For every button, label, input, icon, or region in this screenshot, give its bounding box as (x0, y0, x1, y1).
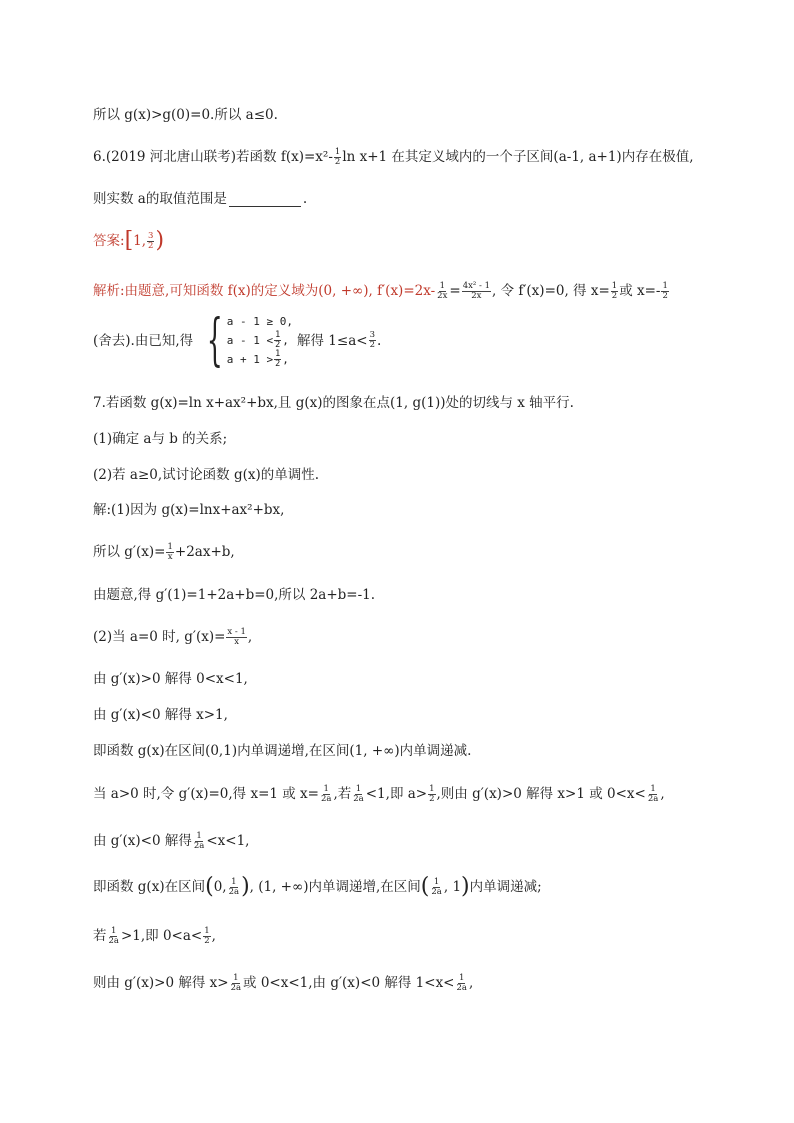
solution-step (93, 831, 249, 851)
solution-step (93, 585, 375, 605)
text: , (1, +∞)内单调递增,在区间 (249, 879, 421, 895)
solution-step (93, 627, 252, 647)
text: (2)当 a=0 时, g′(x)= (93, 629, 226, 645)
question-7-line (93, 393, 574, 413)
text: 当 a>0 时,令 g′(x)=0,得 x=1 或 x= (93, 786, 319, 802)
right-bracket: ) (155, 228, 165, 253)
fraction: $\frac{1}{2a}$ (230, 972, 242, 993)
fraction: $\frac{3}{2}$ (369, 330, 375, 350)
fraction: $\frac{1}{2a}$ (108, 925, 119, 946)
text: ln x+1 在其定义域内的一个子区间(a-1, a+1)内存在极值, (342, 149, 694, 165)
solution-step (93, 784, 665, 804)
fraction: $\frac{\text{4x² - 1}}{2x}$ (462, 280, 490, 301)
inequality-system (197, 307, 293, 373)
fraction: $\frac{1}{2a}$ (320, 783, 332, 804)
fraction: $\frac{1}{2}$ (429, 783, 435, 804)
fraction: $\frac{1}{2a}$ (193, 830, 205, 851)
text: 由 g′(x)>0 解得 0<x<1, (93, 671, 248, 687)
text-line (93, 105, 278, 125)
text: 则实数 a的取值范围是 (93, 191, 227, 207)
fraction: $\frac{x - 1}{x}$ (227, 626, 246, 647)
fraction: $\frac{1}{2a}$ (456, 972, 467, 993)
solution-step (93, 926, 216, 946)
system-row: a - 1 ≥ 0, (226, 314, 293, 328)
fraction: $\frac{1}{2}$ (204, 925, 210, 946)
text: 内单调递减; (469, 879, 542, 895)
text: +2ax+b, (174, 544, 235, 560)
fraction: $\frac{1}{2}$ (275, 330, 281, 350)
text: 即函数 g(x)在区间(0,1)内单调递增,在区间(1, +∞)内单调递减. (93, 743, 472, 759)
system-line (93, 307, 382, 373)
fraction: $\frac{1}{2a}$ (228, 876, 240, 897)
fraction: $\frac{1}{2a}$ (353, 783, 364, 804)
text: 或 0<x<1,由 g′(x)<0 解得 1<x< (243, 975, 455, 991)
text: 由 g′(x)<0 解得 (93, 833, 192, 849)
fraction: $\frac{1}{2}$ (334, 146, 341, 167)
text: 1, (133, 233, 147, 249)
text: , (282, 333, 289, 347)
text: , (468, 975, 474, 991)
solution-step (93, 973, 473, 993)
text: 所以 g′(x)= (93, 544, 166, 560)
brace: { (206, 307, 223, 373)
right-paren: ) (241, 874, 250, 899)
question-7-part-1 (93, 429, 227, 449)
question-7-part-2 (93, 465, 319, 485)
text: , (660, 786, 665, 802)
right-paren: ) (461, 874, 470, 899)
fraction: $\frac{1}{2a}$ (431, 876, 442, 897)
fraction: $\frac{1}{2}$ (662, 280, 668, 301)
text: 则由 g′(x)>0 解得 x> (93, 975, 229, 991)
text: 由 g′(x)<0 解得 x>1, (93, 707, 228, 723)
text: ,若 (333, 786, 352, 802)
text: 0, (213, 879, 227, 895)
text: . (376, 332, 382, 349)
text: 若 (93, 928, 107, 944)
text: 即函数 g(x)在区间 (93, 879, 206, 895)
text: , (282, 352, 289, 366)
text: 解析:由题意,可知函数 f(x)的定义域为(0, +∞), f′(x)=2x- (93, 283, 436, 299)
solution-step (93, 874, 542, 899)
text: ,则由 g′(x)>0 解得 x>1 或 0<x< (436, 786, 646, 802)
fraction: $\frac{1}{2x}$ (437, 280, 448, 301)
question-6-line (93, 147, 694, 167)
fraction: $\frac{1}{x}$ (167, 541, 173, 562)
left-bracket: [ (124, 228, 134, 253)
text: 7.若函数 g(x)=ln x+ax²+bx,且 g(x)的图象在点(1, g(1))处的切线与 x 轴平行. (93, 395, 574, 411)
text: = (449, 283, 461, 299)
text: , 1 (443, 879, 462, 895)
text: <x<1, (206, 833, 250, 849)
text: >1,即 0<a< (120, 928, 203, 944)
solution-step (93, 705, 228, 725)
text: (舍去).由已知,得 (93, 332, 194, 349)
answer-blank (229, 192, 301, 207)
text: , (247, 629, 253, 645)
solution-step (93, 669, 248, 689)
left-paren: ( (205, 874, 214, 899)
text: 解得 1≤a< (297, 332, 368, 349)
text: 所以 g(x)>g(0)=0.所以 a≤0. (93, 107, 278, 123)
solution-step (93, 542, 235, 562)
fraction: $\frac{1}{2a}$ (647, 783, 659, 804)
fraction: $\frac{1}{2}$ (275, 349, 281, 369)
fraction: $\frac{3}{2}$ (148, 230, 154, 251)
text: 由题意,得 g′(1)=1+2a+b=0,所以 2a+b=-1. (93, 587, 376, 603)
fraction: $\frac{1}{2}$ (611, 280, 618, 301)
question-6-continued (93, 189, 307, 209)
text: , (211, 928, 216, 944)
text: 6.(2019 河北唐山联考)若函数 f(x)=x²- (93, 149, 333, 165)
text: (2)若 a≥0,试讨论函数 g(x)的单调性. (93, 467, 320, 483)
answer-line (93, 228, 165, 253)
system-row: a - 1 < (226, 333, 274, 347)
text: 解:(1)因为 g(x)=lnx+ax²+bx, (93, 502, 285, 518)
text: 或 x=- (619, 283, 661, 299)
system-row: a + 1 > (226, 352, 274, 366)
left-paren: ( (420, 874, 430, 899)
solution-step (93, 741, 471, 761)
text: . (302, 191, 308, 207)
solution-step (93, 500, 284, 520)
text: <1,即 a> (365, 786, 428, 802)
solution-line (93, 281, 670, 301)
text: , 令 f′(x)=0, 得 x= (491, 283, 610, 299)
text: (1)确定 a与 b 的关系; (93, 431, 228, 447)
answer-label: 答案: (93, 233, 125, 249)
